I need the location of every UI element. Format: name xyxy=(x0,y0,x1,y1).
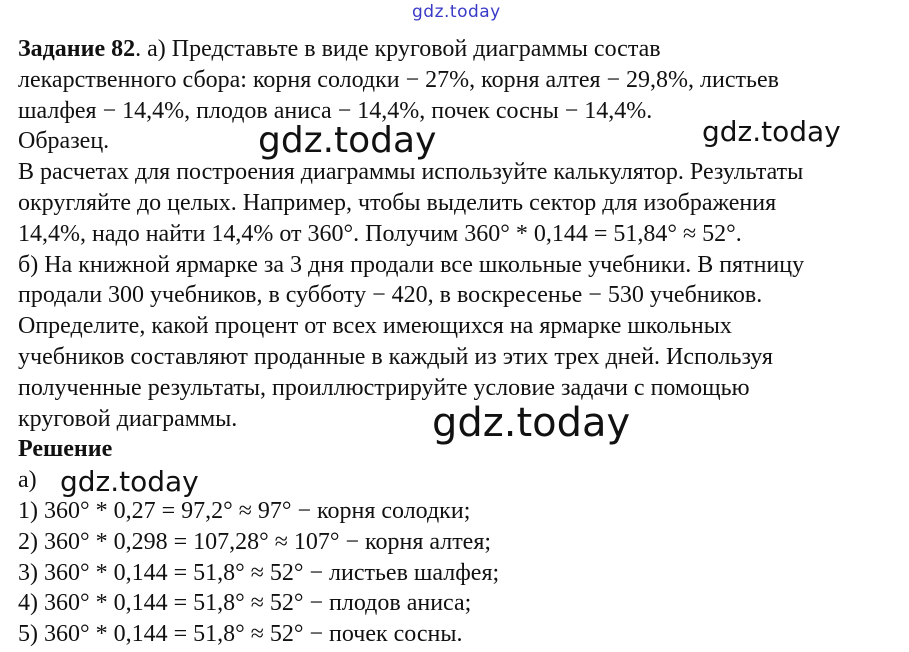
task-line: шалфея − 14,4%, плодов аниса − 14,4%, почек сосны − 14,4%. xyxy=(18,97,653,124)
task-line: продали 300 учебников, в субботу − 420, в воскресенье − 530 учебников. xyxy=(18,282,763,309)
solution-step: 5) 360° * 0,144 = 51,8° ≈ 52° − почек сосны. xyxy=(18,621,463,648)
task-line: Образец. xyxy=(18,128,110,155)
watermark-top: gdz.today xyxy=(412,2,501,22)
task-title-line xyxy=(18,34,903,65)
task-line: б) На книжной ярмарке за 3 дня продали все школьные учебники. В пятницу xyxy=(18,251,805,278)
task-line: округляйте до целых. Например, чтобы выделить сектор для изображения xyxy=(18,189,777,216)
solution-part-label: а) xyxy=(18,467,37,494)
task-text: . а) Представьте в виде круговой диаграммы состав xyxy=(135,36,661,62)
task-line: лекарственного сбора: корня солодки − 27%, корня алтея − 29,8%, листьев xyxy=(18,66,779,93)
task-line: полученные результаты, проиллюстрируйте условие задачи с помощью xyxy=(18,374,750,401)
task-line: 14,4%, надо найти 14,4% от 360°. Получим 360° * 0,144 = 51,84° ≈ 52°. xyxy=(18,220,742,247)
watermark: gdz.today xyxy=(60,465,199,498)
solution-step: 4) 360° * 0,144 = 51,8° ≈ 52° − плодов аниса; xyxy=(18,590,472,617)
task-title: Задание 82 xyxy=(18,36,136,62)
watermark: gdz.today xyxy=(432,400,631,446)
task-line: Определите, какой процент от всех имеющихся на ярмарке школьных xyxy=(18,313,732,340)
solution-step: 3) 360° * 0,144 = 51,8° ≈ 52° − листьев шалфея; xyxy=(18,559,500,586)
solution-heading: Решение xyxy=(18,436,113,463)
solution-step: 2) 360° * 0,298 = 107,28° ≈ 107° − корня алтея; xyxy=(18,528,492,555)
solution-step: 1) 360° * 0,27 = 97,2° ≈ 97° − корня солодки; xyxy=(18,497,471,524)
task-line: учебников составляют проданные в каждый из этих трех дней. Используя xyxy=(18,343,773,370)
task-line: В расчетах для построения диаграммы используйте калькулятор. Результаты xyxy=(18,159,804,186)
task-line: круговой диаграммы. xyxy=(18,405,238,432)
document-body xyxy=(18,34,903,650)
watermark: gdz.today xyxy=(702,115,841,148)
watermark: gdz.today xyxy=(258,120,437,161)
